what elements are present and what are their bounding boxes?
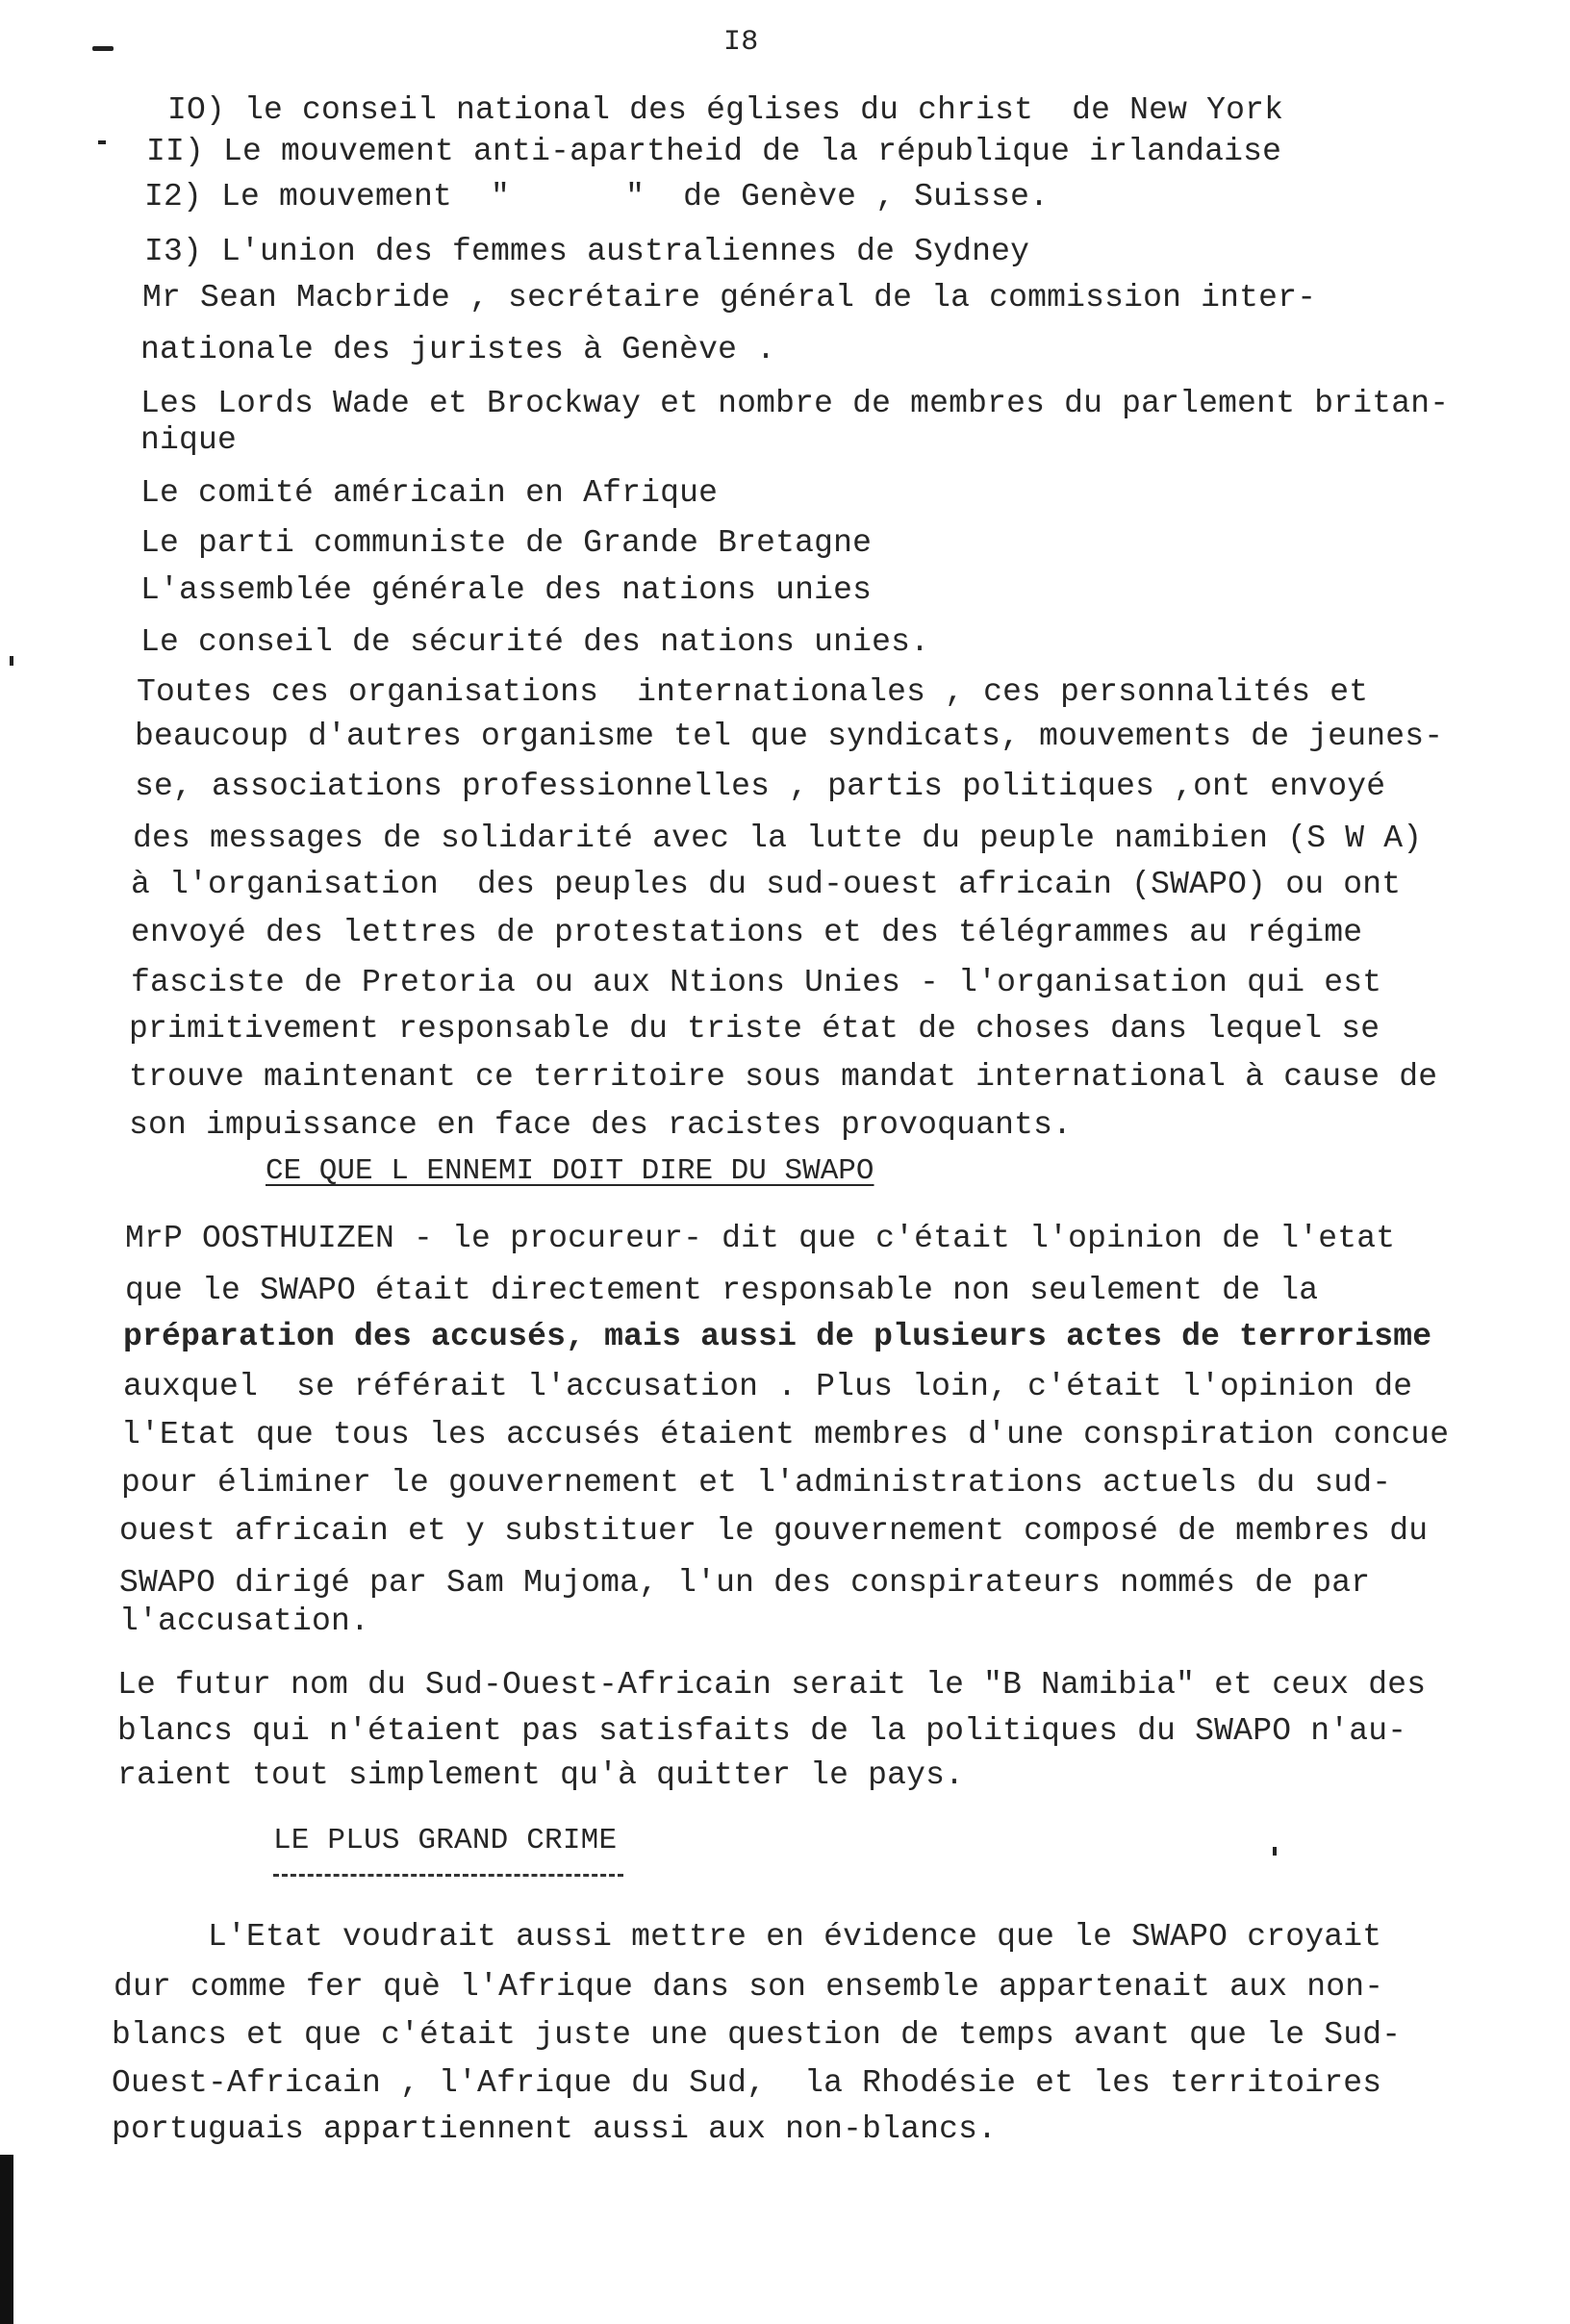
text-line: MrP OOSTHUIZEN - le procureur- dit que c'était l'opinion de l'etat	[125, 1221, 1396, 1256]
text-line: à l'organisation des peuples du sud-ouest africain (SWAPO) ou ont	[131, 867, 1402, 902]
scan-edge-shadow	[0, 2155, 13, 2324]
text-line: SWAPO dirigé par Sam Mujoma, l'un des conspirateurs nommés de par	[119, 1565, 1371, 1601]
text-line: L'Etat voudrait aussi mettre en évidence que le SWAPO croyait	[112, 1919, 1382, 1955]
text-line: primitivement responsable du triste état de choses dans lequel se	[129, 1011, 1380, 1047]
text-line: pour éliminer le gouvernement et l'administrations actuels du sud-	[121, 1465, 1392, 1501]
text-line: L'assemblée générale des nations unies	[140, 572, 873, 608]
text-line: que le SWAPO était directement responsable non seulement de la	[125, 1273, 1319, 1308]
text-line: nique	[140, 422, 238, 458]
text-line: dur comme fer què l'Afrique dans son ensemble appartenait aux non-	[114, 1969, 1384, 2005]
list-item: I3) L'union des femmes australiennes de Sydney	[144, 234, 1030, 269]
text-line: l'Etat que tous les accusés étaient membres d'une conspiration concue	[121, 1417, 1450, 1452]
heading-underline	[273, 1874, 623, 1877]
text-line: Le conseil de sécurité des nations unies.	[140, 624, 930, 660]
text-line: fasciste de Pretoria ou aux Ntions Unies - l'organisation qui est	[131, 965, 1382, 1000]
text-line: Mr Sean Macbride , secrétaire général de la commission inter-	[142, 280, 1317, 316]
text-line: trouve maintenant ce territoire sous mandat international à cause de	[129, 1059, 1438, 1095]
text-line: raient tout simplement qu'à quitter le pays.	[117, 1757, 965, 1793]
text-line: Le futur nom du Sud-Ouest-Africain serait le "B Namibia" et ceux des	[117, 1667, 1427, 1703]
text-line: blancs qui n'étaient pas satisfaits de la politiques du SWAPO n'au-	[117, 1713, 1407, 1749]
list-item: II) Le mouvement anti-apartheid de la république irlandaise	[146, 134, 1282, 169]
text-line: préparation des accusés, mais aussi de plusieurs actes de terrorisme	[123, 1319, 1432, 1354]
text-line: beaucoup d'autres organisme tel que syndicats, mouvements de jeunes-	[135, 719, 1444, 754]
text-line: ouest africain et y substituer le gouvernement composé de membres du	[119, 1513, 1429, 1549]
text-line: Le parti communiste de Grande Bretagne	[140, 525, 873, 561]
scan-speck	[98, 140, 106, 144]
list-item: IO) le conseil national des églises du christ de New York	[167, 92, 1284, 128]
scan-speck	[1273, 1847, 1277, 1856]
text-line: Toutes ces organisations internationales , ces personnalités et	[137, 674, 1369, 710]
text-line: portuguais appartiennent aussi aux non-blancs.	[112, 2111, 998, 2147]
text-line: l'accusation.	[119, 1604, 370, 1639]
text-line: envoyé des lettres de protestations et des télégrammes au régime	[131, 915, 1363, 950]
text-line: son impuissance en face des racistes provoquants.	[129, 1107, 1073, 1143]
text-line: blancs et que c'était juste une question de temps avant que le Sud-	[112, 2017, 1402, 2053]
page-number: I8	[723, 26, 759, 59]
text-line: Le comité américain en Afrique	[140, 475, 719, 511]
text-line: Les Lords Wade et Brockway et nombre de membres du parlement britan-	[140, 386, 1450, 421]
text-line: auxquel se référait l'accusation . Plus loin, c'était l'opinion de	[123, 1369, 1413, 1404]
scan-speck	[10, 656, 13, 666]
text-line: Ouest-Africain , l'Afrique du Sud, la Rhodésie et les territoires	[112, 2065, 1382, 2101]
text-line: nationale des juristes à Genève .	[140, 332, 776, 367]
scan-speck	[92, 46, 114, 51]
section-heading: CE QUE L ENNEMI DOIT DIRE DU SWAPO	[266, 1154, 874, 1188]
text-line: se, associations professionnelles , partis politiques ,ont envoyé	[135, 769, 1386, 804]
list-item: I2) Le mouvement " " de Genève , Suisse.	[144, 179, 1050, 215]
section-heading: LE PLUS GRAND CRIME	[273, 1824, 618, 1857]
text-line: des messages de solidarité avec la lutte du peuple namibien (S W A)	[133, 821, 1423, 856]
